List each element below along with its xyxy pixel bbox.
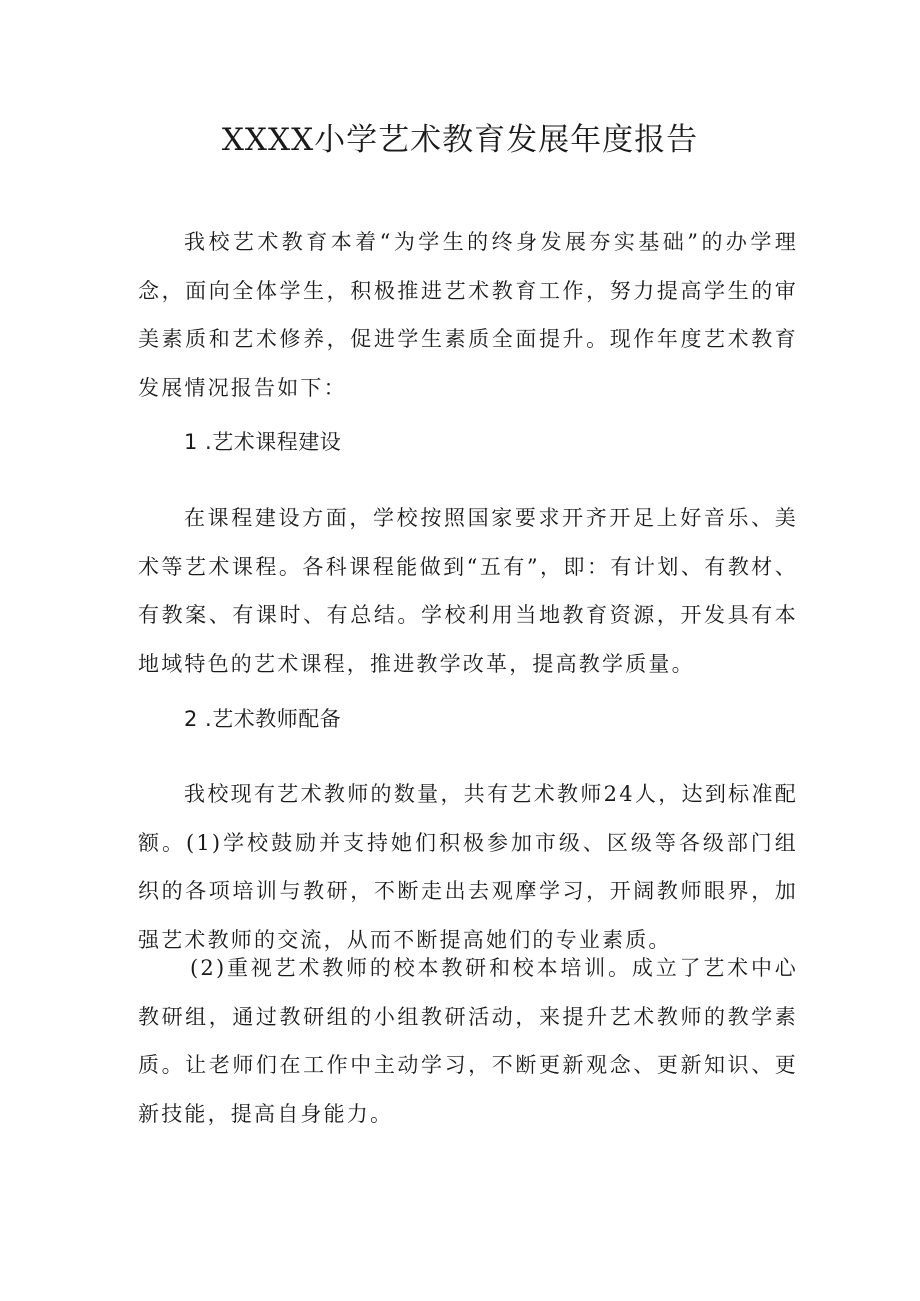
- section-paragraph-curriculum: 在课程建设方面，学校按照国家要求开齐开足上好音乐、美术等艺术课程。各科课程能做到“五有”，即：有计划、有教材、有教案、有课时、有总结。学校利用当地教育资源，开发具有本地域特色的艺术课程，推进教学改革，提高教学质量。: [138, 506, 798, 676]
- document-title: XXXX小学艺术教育发展年度报告: [221, 122, 699, 158]
- section-paragraph-teachers-2: (2)重视艺术教师的校本教研和校本培训。成立了艺术中心教研组，通过教研组的小组教研活动，来提升艺术教师的教学素质。让老师们在工作中主动学习，不断更新观念、更新知识、更新技能，提高自身能力。: [138, 956, 798, 1126]
- section-heading-teachers: 2 .艺术教师配备: [184, 707, 342, 731]
- section-paragraph-teachers-1: 我校现有艺术教师的数量，共有艺术教师24人，达到标准配额。(1)学校鼓励并支持她们积极参加市级、区级等各级部门组织的各项培训与教研，不断走出去观摩学习，开阔教师眼界，加强艺术教师的交流，从而不断提高她们的专业素质。: [138, 782, 798, 952]
- intro-paragraph: 我校艺术教育本着“为学生的终身发展夯实基础”的办学理念，面向全体学生，积极推进艺术教育工作，努力提高学生的审美素质和艺术修养，促进学生素质全面提升。现作年度艺术教育发展情况报告如下：: [138, 230, 798, 400]
- section-heading-curriculum: 1 .艺术课程建设: [184, 430, 342, 454]
